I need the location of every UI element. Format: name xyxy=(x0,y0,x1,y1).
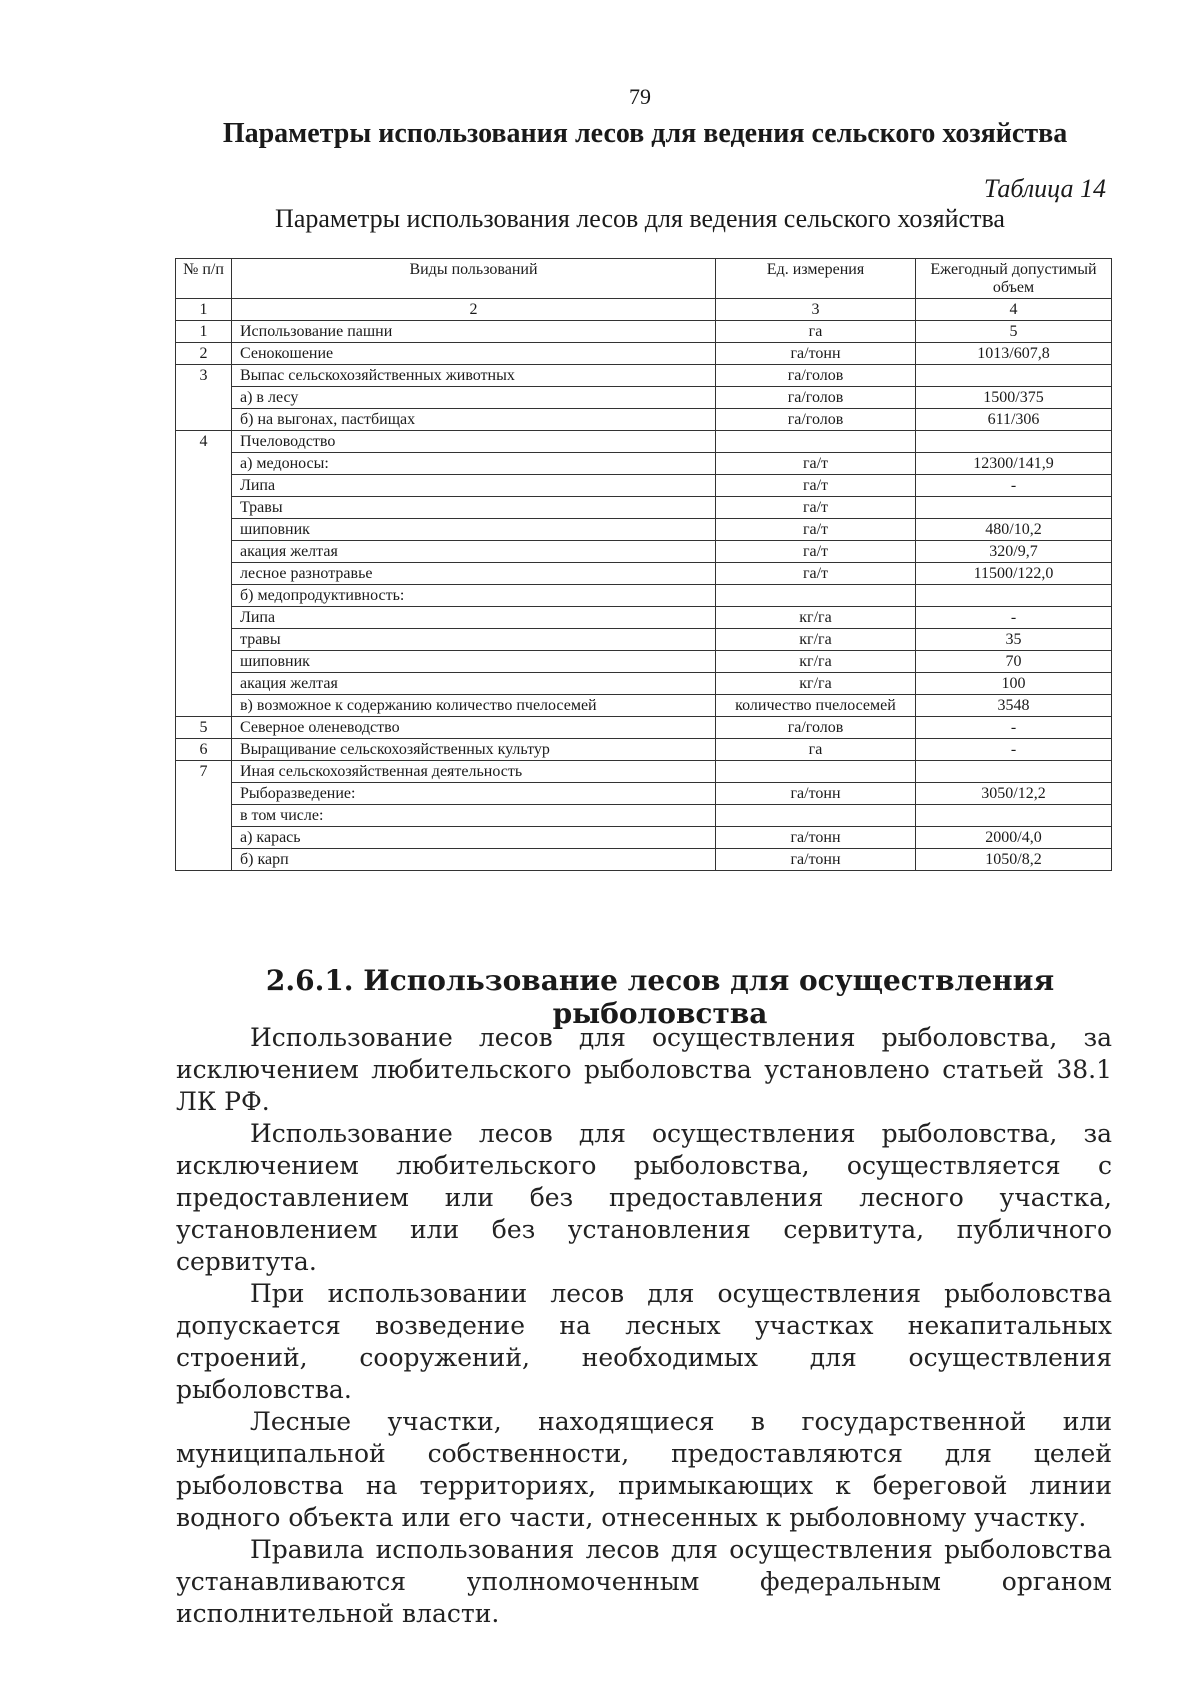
volume-cell: 320/9,7 xyxy=(916,541,1112,563)
unit-cell: количество пчелосемей xyxy=(716,695,916,717)
volume-cell: 100 xyxy=(916,673,1112,695)
unit-cell xyxy=(716,585,916,607)
row-number-cell xyxy=(176,827,232,849)
table-row xyxy=(176,607,1112,629)
header-num: № п/п xyxy=(176,259,232,299)
unit-cell: га/т xyxy=(716,497,916,519)
unit-cell: га/т xyxy=(716,453,916,475)
volume-cell xyxy=(916,365,1112,387)
volume-cell: 11500/122,0 xyxy=(916,563,1112,585)
row-number-cell: 1 xyxy=(176,321,232,343)
table-row xyxy=(176,563,1112,585)
use-type-cell: в) возможное к содержанию количество пчелосемей xyxy=(232,695,716,717)
use-type-cell: б) карп xyxy=(232,849,716,871)
use-type-cell: Рыборазведение: xyxy=(232,783,716,805)
use-type-cell: шиповник xyxy=(232,651,716,673)
unit-cell: га/тонн xyxy=(716,783,916,805)
table-row xyxy=(176,409,1112,431)
volume-cell: - xyxy=(916,475,1112,497)
table-row xyxy=(176,783,1112,805)
unit-cell xyxy=(716,431,916,453)
use-type-cell: Северное оленеводство xyxy=(232,717,716,739)
table-row xyxy=(176,849,1112,871)
unit-cell: га/тонн xyxy=(716,827,916,849)
volume-cell: 1500/375 xyxy=(916,387,1112,409)
volume-cell: 12300/141,9 xyxy=(916,453,1112,475)
table-row xyxy=(176,519,1112,541)
volume-cell xyxy=(916,585,1112,607)
row-number-cell xyxy=(176,585,232,607)
page-number: 79 xyxy=(629,84,651,109)
use-type-cell: Использование пашни xyxy=(232,321,716,343)
paragraph: Лесные участки, находящиеся в государственной или муниципальной собственности, предоставляются для целей рыболовства на территориях, примыкающих к береговой линии водного объекта или его части, отнесенных к рыболовному участку. xyxy=(176,1407,1112,1532)
table-row xyxy=(176,761,1112,783)
table-label: Таблица 14 xyxy=(983,174,1106,203)
row-number-cell xyxy=(176,805,232,827)
unit-cell: кг/га xyxy=(716,629,916,651)
volume-cell: 611/306 xyxy=(916,409,1112,431)
volume-cell: 3050/12,2 xyxy=(916,783,1112,805)
unit-cell: га/голов xyxy=(716,387,916,409)
row-number-cell xyxy=(176,607,232,629)
unit-cell xyxy=(716,805,916,827)
unit-cell: га/голов xyxy=(716,717,916,739)
unit-cell: кг/га xyxy=(716,651,916,673)
volume-cell xyxy=(916,497,1112,519)
row-number-cell xyxy=(176,629,232,651)
table-row xyxy=(176,343,1112,365)
use-type-cell: Липа xyxy=(232,475,716,497)
row-number-cell xyxy=(176,453,232,475)
use-type-cell: а) карась xyxy=(232,827,716,849)
use-type-cell: Липа xyxy=(232,607,716,629)
volume-cell: - xyxy=(916,607,1112,629)
row-number-cell xyxy=(176,673,232,695)
row-number-cell xyxy=(176,651,232,673)
use-type-cell: Выпас сельскохозяйственных животных xyxy=(232,365,716,387)
table-row xyxy=(176,717,1112,739)
use-type-cell: Пчеловодство xyxy=(232,431,716,453)
paragraph: Использование лесов для осуществления рыболовства, за исключением любительского рыболовства установлено статьей 38.1 ЛК РФ. xyxy=(176,1023,1112,1116)
use-type-cell: акация желтая xyxy=(232,541,716,563)
use-type-cell: Иная сельскохозяйственная деятельность xyxy=(232,761,716,783)
index-cell: 4 xyxy=(916,299,1112,321)
use-type-cell: Сенокошение xyxy=(232,343,716,365)
use-type-cell: б) на выгонах, пастбищах xyxy=(232,409,716,431)
volume-cell: 1050/8,2 xyxy=(916,849,1112,871)
volume-cell: 35 xyxy=(916,629,1112,651)
row-number-cell: 2 xyxy=(176,343,232,365)
volume-cell: 480/10,2 xyxy=(916,519,1112,541)
header-type: Виды пользований xyxy=(232,259,716,299)
unit-cell: га/т xyxy=(716,475,916,497)
volume-cell xyxy=(916,431,1112,453)
volume-cell: 2000/4,0 xyxy=(916,827,1112,849)
row-number-cell: 4 xyxy=(176,431,232,453)
table-row xyxy=(176,585,1112,607)
unit-cell: га xyxy=(716,321,916,343)
table-row xyxy=(176,431,1112,453)
table-row xyxy=(176,387,1112,409)
header-volume: Ежегодный допустимый объем xyxy=(916,259,1112,299)
unit-cell xyxy=(716,761,916,783)
table-row xyxy=(176,805,1112,827)
row-number-cell xyxy=(176,849,232,871)
main-heading: Параметры использования лесов для ведения сельского хозяйства xyxy=(222,118,1068,149)
volume-cell: 5 xyxy=(916,321,1112,343)
unit-cell: га xyxy=(716,739,916,761)
table-row xyxy=(176,827,1112,849)
row-number-cell xyxy=(176,475,232,497)
unit-cell: га/т xyxy=(716,541,916,563)
table-row xyxy=(176,321,1112,343)
unit-cell: га/тонн xyxy=(716,343,916,365)
table-caption: Параметры использования лесов для ведения сельского хозяйства xyxy=(275,204,1005,233)
table-row xyxy=(176,629,1112,651)
row-number-cell: 3 xyxy=(176,365,232,387)
row-number-cell xyxy=(176,409,232,431)
unit-cell: кг/га xyxy=(716,673,916,695)
index-cell: 3 xyxy=(716,299,916,321)
use-type-cell: Травы xyxy=(232,497,716,519)
paragraph: При использовании лесов для осуществления рыболовства допускается возведение на лесных участках некапитальных строений, сооружений, необходимых для осуществления рыболовства. xyxy=(176,1279,1112,1404)
paragraph: Правила использования лесов для осуществления рыболовства устанавливаются уполномоченным федеральным органом исполнительной власти. xyxy=(176,1535,1112,1628)
volume-cell xyxy=(916,805,1112,827)
use-type-cell: лесное разнотравье xyxy=(232,563,716,585)
volume-cell: 3548 xyxy=(916,695,1112,717)
row-number-cell xyxy=(176,695,232,717)
row-number-cell xyxy=(176,563,232,585)
row-number-cell: 6 xyxy=(176,739,232,761)
use-type-cell: Выращивание сельскохозяйственных культур xyxy=(232,739,716,761)
volume-cell: 1013/607,8 xyxy=(916,343,1112,365)
section-heading: 2.6.1. Использование лесов для осуществления рыболовства xyxy=(265,964,1055,1030)
volume-cell: - xyxy=(916,717,1112,739)
index-cell: 2 xyxy=(232,299,716,321)
use-type-cell: акация желтая xyxy=(232,673,716,695)
unit-cell: га/голов xyxy=(716,365,916,387)
use-type-cell: травы xyxy=(232,629,716,651)
table-row xyxy=(176,651,1112,673)
use-type-cell: а) медоносы: xyxy=(232,453,716,475)
use-type-cell: в том числе: xyxy=(232,805,716,827)
row-number-cell: 7 xyxy=(176,761,232,783)
row-number-cell xyxy=(176,497,232,519)
paragraph: Использование лесов для осуществления рыболовства, за исключением любительского рыболовства, осуществляется с предоставлением или без предоставления лесного участка, установлением или без установления сервитута, публичного сервитута. xyxy=(176,1119,1112,1276)
table-row xyxy=(176,541,1112,563)
table-index-row xyxy=(176,299,1112,321)
use-type-cell: б) медопродуктивность: xyxy=(232,585,716,607)
table-row xyxy=(176,497,1112,519)
unit-cell: кг/га xyxy=(716,607,916,629)
use-type-cell: шиповник xyxy=(232,519,716,541)
volume-cell: - xyxy=(916,739,1112,761)
unit-cell: га/т xyxy=(716,563,916,585)
unit-cell: га/голов xyxy=(716,409,916,431)
row-number-cell xyxy=(176,541,232,563)
unit-cell: га/т xyxy=(716,519,916,541)
body-text xyxy=(176,1022,1112,1630)
header-unit: Ед. измерения xyxy=(716,259,916,299)
table-row xyxy=(176,453,1112,475)
table-row xyxy=(176,475,1112,497)
volume-cell: 70 xyxy=(916,651,1112,673)
row-number-cell xyxy=(176,519,232,541)
table-header-row xyxy=(176,259,1112,299)
row-number-cell xyxy=(176,783,232,805)
table-row xyxy=(176,365,1112,387)
index-cell: 1 xyxy=(176,299,232,321)
use-type-cell: а) в лесу xyxy=(232,387,716,409)
volume-cell xyxy=(916,761,1112,783)
row-number-cell: 5 xyxy=(176,717,232,739)
unit-cell: га/тонн xyxy=(716,849,916,871)
table-row xyxy=(176,739,1112,761)
table-row xyxy=(176,695,1112,717)
table-row xyxy=(176,673,1112,695)
forest-use-parameters-table xyxy=(175,258,1112,871)
row-number-cell xyxy=(176,387,232,409)
table-body xyxy=(176,321,1112,871)
